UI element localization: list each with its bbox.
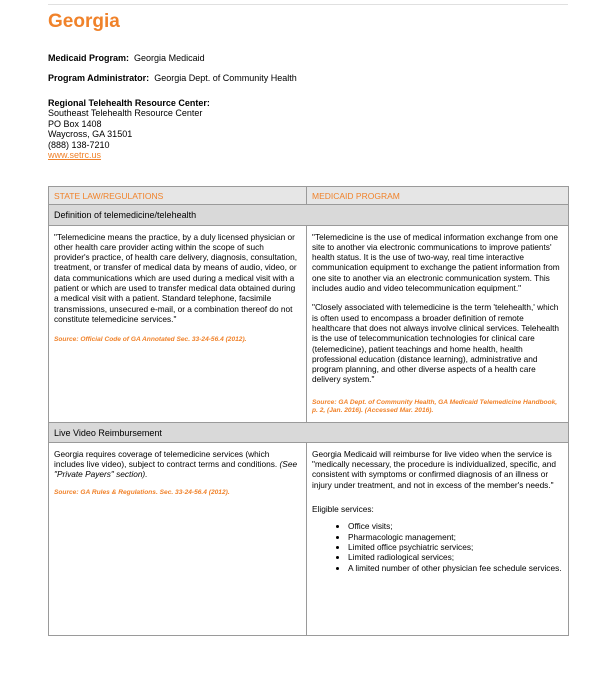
- live-video-state-law-see-also: (See "Private Payers" section).: [54, 459, 298, 480]
- table-header-row: [49, 187, 569, 205]
- section-title-live-video: Live Video Reimbursement: [49, 422, 569, 442]
- state-title: Georgia: [48, 11, 120, 32]
- definition-medicaid-text-1: "Telemedicine is the use of medical information exchange from one site to another via electronic communications to improve patients' health status. It is the use of two-way, real time interactive communication equipment to exchange the patient information from one site to another via an electronic communication system. This includes audio and video telecommunication equipment.": [312, 231, 560, 294]
- resource-center-block: [48, 98, 210, 160]
- resource-center-label: Regional Telehealth Resource Center:: [48, 98, 210, 108]
- table-row-definition: [49, 225, 569, 422]
- header-medicaid-program: MEDICAID PROGRAM: [307, 187, 569, 205]
- program-administrator-value: Georgia Dept. of Community Health: [154, 73, 297, 83]
- eligible-services-label: Eligible services:: [312, 504, 374, 515]
- definition-medicaid-text-2: "Closely associated with telemedicine is the term 'telehealth,' which is often used to encompass a broader definition of remote healthcare that does not always involve clinical services. Telehealth is the use of telecommunication technologies for clinical care (telemedicine), patient teachings and home health, health professional education (distance learning), administrative and program planning, and other diverse aspects of a health care delivery system.": [312, 302, 560, 385]
- section-row-definition: [49, 205, 569, 225]
- resource-center-city: Waycross, GA 31501: [48, 129, 133, 140]
- definition-medicaid-source: Source: GA Dept. of Community Health, GA Medicaid Telemedicine Handbook, p. 2, (Jan. 2016). (Accessed Mar. 2016).: [312, 398, 558, 415]
- definition-state-law-text: "Telemedicine means the practice, by a duly licensed physician or other health care provider acting within the scope of such provider's practice, of health care delivery, diagnosis, consultation, treatment, or transfer of medical data by means of audio, video, or data communications which are used during a medical visit with a patient or which are used to transfer medical data obtained during a medical visit with a patient. Standard telephone, facsimile transmissions, unsecured e-mail, or a combination thereof do not constitute telemedicine services.": [54, 231, 298, 324]
- table-row-live-video: [49, 442, 569, 635]
- program-administrator-label: Program Administrator:: [48, 73, 150, 83]
- section-row-live-video: [49, 422, 569, 442]
- live-video-medicaid-text: Georgia Medicaid will reimburse for live video when the service is "medically necessary, the procedure is individualized, specific, and consistent with symptoms or confirmed diagnosis of an illness or injury under treatment, and not in excess of the member's needs.": [312, 448, 556, 490]
- list-item: • Limited office psychiatric services;: [348, 542, 563, 552]
- definition-medicaid-cell: [307, 225, 569, 422]
- resource-center-po-box: PO Box 1408: [48, 118, 102, 129]
- medicaid-program-line: [48, 53, 205, 63]
- list-item: • Pharmacologic management;: [348, 532, 563, 542]
- definition-state-law-source: Source: Official Code of GA Annotated Sec. 33-24-56.4 (2012).: [54, 336, 247, 344]
- live-video-state-law-main: Georgia requires coverage of telemedicine services (which includes live video), subject to contract terms and conditions.: [54, 448, 278, 470]
- medicaid-program-label: Medicaid Program:: [48, 53, 130, 63]
- live-video-state-law-text: [54, 449, 301, 480]
- section-title-definition: Definition of telemedicine/telehealth: [49, 205, 569, 225]
- medicaid-program-value: Georgia Medicaid: [134, 53, 205, 63]
- program-administrator-line: [48, 73, 297, 83]
- definition-state-law-cell: [49, 225, 307, 422]
- list-item: • Office visits;: [348, 521, 563, 531]
- eligible-services-list: [312, 521, 563, 572]
- live-video-state-law-source: Source: GA Rules & Regulations. Sec. 33-24-56.4 (2012).: [54, 488, 230, 496]
- live-video-state-law-cell: [49, 442, 307, 635]
- resource-center-phone: (888) 138-7210: [48, 139, 110, 150]
- live-video-medicaid-cell: [307, 442, 569, 635]
- header-state-law: STATE LAW/REGULATIONS: [49, 187, 307, 205]
- list-item: • A limited number of other physician fee schedule services.: [348, 563, 563, 573]
- policy-table: [48, 186, 569, 636]
- list-item: • Limited radiological services;: [348, 552, 563, 562]
- resource-center-link[interactable]: www.setrc.us: [48, 150, 102, 161]
- resource-center-name: Southeast Telehealth Resource Center: [48, 108, 203, 119]
- top-divider: [48, 4, 568, 5]
